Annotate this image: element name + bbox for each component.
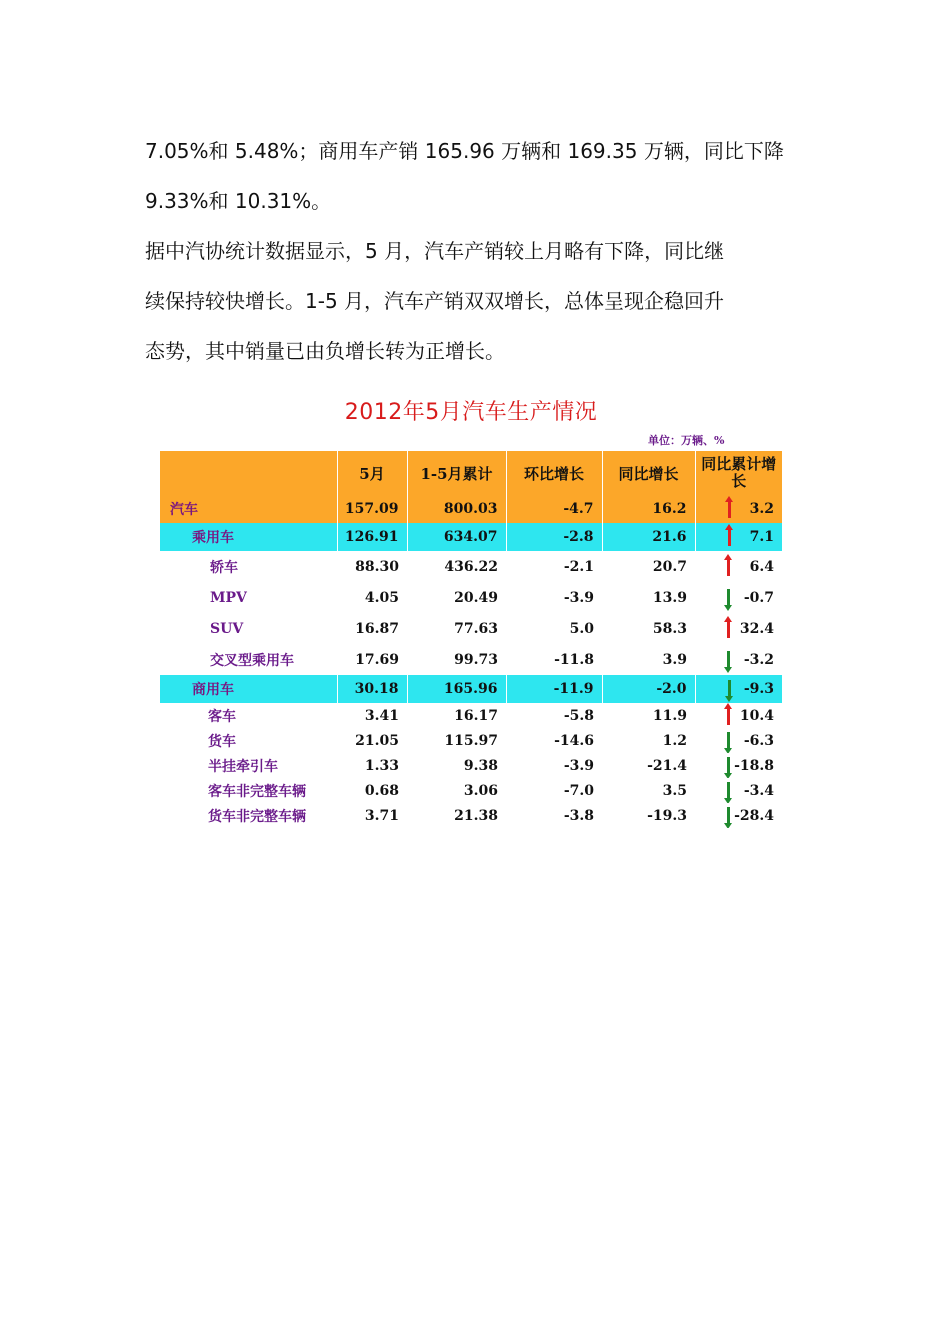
table-cell: -3.9 xyxy=(563,757,594,774)
arrow-down-icon xyxy=(727,757,730,775)
table-cell: -21.4 xyxy=(647,757,687,774)
table-cell: 17.69 xyxy=(355,651,399,668)
table-header-row xyxy=(160,451,782,495)
table-cell: 3.06 xyxy=(463,782,498,799)
row-label: MPV xyxy=(210,589,247,606)
table-row xyxy=(160,753,782,778)
header-cell: 5月 xyxy=(337,451,407,495)
table-cell: 16.87 xyxy=(355,620,399,637)
table-body xyxy=(160,495,782,828)
table-cell: 21.38 xyxy=(454,807,498,824)
table-cell: 16.17 xyxy=(454,707,498,724)
header-cell xyxy=(160,451,337,495)
table-cell: -2.0 xyxy=(602,675,695,703)
ytd-yoy-cell xyxy=(695,551,782,582)
arrow-up-icon xyxy=(728,528,731,546)
row-label: 货车非完整车辆 xyxy=(208,808,306,825)
row-label: 轿车 xyxy=(210,559,238,576)
table-row xyxy=(160,551,782,582)
ytd-yoy-cell xyxy=(695,753,782,778)
row-label: 客车 xyxy=(208,708,236,725)
paragraph-line: 续保持较快增长。1-5 月，汽车产销双双增长，总体呈现企稳回升 xyxy=(145,289,725,313)
table-cell: 1.2 xyxy=(662,732,687,749)
table-cell: 5.0 xyxy=(569,620,594,637)
table-cell: 20.7 xyxy=(652,558,687,575)
table-cell: -11.9 xyxy=(506,675,602,703)
arrow-up-icon xyxy=(727,558,730,576)
ytd-yoy-cell xyxy=(695,523,782,551)
arrow-down-icon xyxy=(727,651,730,669)
table-row xyxy=(160,495,782,523)
table-cell: 20.49 xyxy=(454,589,498,606)
table-cell: 21.6 xyxy=(602,523,695,551)
cell-value: -0.7 xyxy=(743,589,774,606)
arrow-down-icon xyxy=(728,680,731,698)
table-title: 2012年5月汽车生产情况 xyxy=(344,400,598,425)
table-cell: 21.05 xyxy=(355,732,399,749)
table-cell: -19.3 xyxy=(647,807,687,824)
table-cell: 3.5 xyxy=(662,782,687,799)
row-label: 客车非完整车辆 xyxy=(208,783,306,800)
arrow-down-icon xyxy=(727,732,730,750)
table-cell: 3.9 xyxy=(662,651,687,668)
ytd-yoy-cell xyxy=(695,728,782,753)
table-cell: -3.8 xyxy=(563,807,594,824)
cell-value: -6.3 xyxy=(743,732,774,749)
ytd-yoy-cell xyxy=(695,778,782,803)
table-row xyxy=(160,728,782,753)
ytd-yoy-cell xyxy=(695,495,782,523)
ytd-yoy-cell xyxy=(695,644,782,675)
table-cell: 165.96 xyxy=(407,675,506,703)
paragraph-1 xyxy=(145,126,815,226)
arrow-up-icon xyxy=(728,500,731,518)
cell-value: 6.4 xyxy=(749,558,774,575)
table-cell: 115.97 xyxy=(444,732,498,749)
cell-value: -9.3 xyxy=(743,681,774,697)
paragraph-line: 9.33%和 10.31%。 xyxy=(145,189,332,213)
header-cell: 同比增长 xyxy=(602,451,695,495)
row-label: 乘用车 xyxy=(160,523,337,551)
table-cell: 77.63 xyxy=(454,620,498,637)
table-cell: 0.68 xyxy=(364,782,399,799)
table-cell: 800.03 xyxy=(407,495,506,523)
table-cell: 58.3 xyxy=(652,620,687,637)
table-cell: 3.71 xyxy=(364,807,399,824)
row-label: 交叉型乘用车 xyxy=(210,652,294,669)
header-cell: 1-5月累计 xyxy=(407,451,506,495)
unit-note: 单位：万辆、% xyxy=(648,434,725,447)
paragraph-line: 态势，其中销量已由负增长转为正增长。 xyxy=(145,339,505,363)
table-cell: 126.91 xyxy=(337,523,407,551)
production-table xyxy=(160,451,782,828)
table-row xyxy=(160,644,782,675)
table-row xyxy=(160,675,782,703)
cell-value: -18.8 xyxy=(734,757,774,774)
row-label: 商用车 xyxy=(160,675,337,703)
cell-value: -3.4 xyxy=(743,782,774,799)
table-cell: 99.73 xyxy=(454,651,498,668)
paragraph-2 xyxy=(145,226,815,376)
ytd-yoy-cell xyxy=(695,703,782,728)
row-label: SUV xyxy=(210,620,244,637)
table-cell: -11.8 xyxy=(554,651,594,668)
table-cell: 16.2 xyxy=(602,495,695,523)
table-cell: 157.09 xyxy=(337,495,407,523)
arrow-up-icon xyxy=(727,620,730,638)
header-cell: 同比累计增长 xyxy=(695,451,782,495)
table-cell: 1.33 xyxy=(364,757,399,774)
arrow-down-icon xyxy=(727,782,730,800)
row-label: 汽车 xyxy=(160,495,337,523)
table-cell: -5.8 xyxy=(563,707,594,724)
cell-value: -28.4 xyxy=(734,807,774,824)
table-cell: -3.9 xyxy=(563,589,594,606)
table-cell: 436.22 xyxy=(444,558,498,575)
table-cell: -4.7 xyxy=(506,495,602,523)
row-label: 货车 xyxy=(208,733,236,750)
cell-value: 7.1 xyxy=(749,529,774,545)
table-cell: -14.6 xyxy=(554,732,594,749)
table-row xyxy=(160,613,782,644)
paragraph-line: 7.05%和 5.48%；商用车产销 165.96 万辆和 169.35 万辆，同比下降 xyxy=(145,139,784,163)
ytd-yoy-cell xyxy=(695,675,782,703)
table-cell: 4.05 xyxy=(364,589,399,606)
table-cell: 88.30 xyxy=(355,558,399,575)
table-cell: -2.8 xyxy=(506,523,602,551)
table-cell: 9.38 xyxy=(463,757,498,774)
cell-value: 10.4 xyxy=(739,707,774,724)
header-cell: 环比增长 xyxy=(506,451,602,495)
table-row xyxy=(160,523,782,551)
cell-value: -3.2 xyxy=(743,651,774,668)
arrow-up-icon xyxy=(727,707,730,725)
arrow-down-icon xyxy=(727,807,730,825)
table-cell: 30.18 xyxy=(337,675,407,703)
cell-value: 32.4 xyxy=(739,620,774,637)
table-cell: -7.0 xyxy=(563,782,594,799)
table-cell: -2.1 xyxy=(563,558,594,575)
table-row xyxy=(160,803,782,828)
table-cell: 13.9 xyxy=(652,589,687,606)
ytd-yoy-cell xyxy=(695,803,782,828)
row-label: 半挂牵引车 xyxy=(208,758,278,775)
table-cell: 634.07 xyxy=(407,523,506,551)
paragraph-line: 据中汽协统计数据显示，5 月，汽车产销较上月略有下降，同比继 xyxy=(145,239,725,263)
table-cell: 3.41 xyxy=(364,707,399,724)
arrow-down-icon xyxy=(727,589,730,607)
ytd-yoy-cell xyxy=(695,613,782,644)
table-cell: 11.9 xyxy=(652,707,687,724)
cell-value: 3.2 xyxy=(749,501,774,517)
table-row xyxy=(160,703,782,728)
ytd-yoy-cell xyxy=(695,582,782,613)
table-row xyxy=(160,582,782,613)
table-row xyxy=(160,778,782,803)
